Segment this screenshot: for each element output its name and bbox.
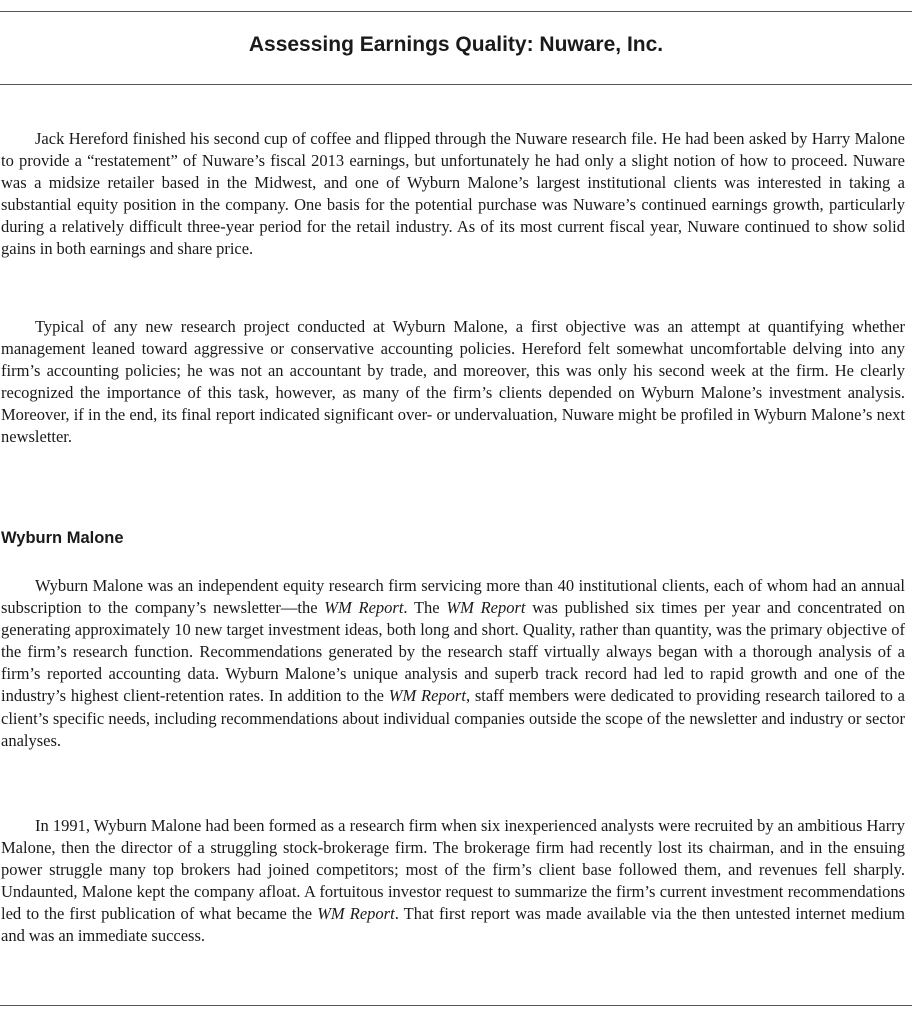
paragraph-firm-history	[1, 815, 905, 948]
report-title: WM Report	[324, 598, 404, 618]
report-title: WM Report	[317, 904, 395, 924]
section-heading: Wyburn Malone	[1, 529, 124, 547]
text-run: , staff members were dedicated to providing research tailored to a client’s specific needs, including recommendations about individual companies outside the scope of the newsletter and industry or sector analyses.	[1, 686, 906, 750]
top-rule	[0, 11, 912, 12]
paragraph-objective: Typical of any new research project conducted at Wyburn Malone, a first objective was an attempt at quantifying whether management leaned toward aggressive or conservative accounting policies. Hereford felt somewhat uncomfortable delving into any firm’s accounting policies; he was not an accountant by trade, and moreover, this was only his second week at the firm. He clearly recognized the importance of this task, however, as many of the firm’s clients depended on Wyburn Malone’s investment analysis. Moreover, if in the end, its final report indicated significant over- or undervaluation, Nuware might be profiled in Wyburn Malone’s next newsletter.	[1, 317, 905, 447]
page-title: Assessing Earnings Quality: Nuware, Inc.	[248, 33, 664, 56]
title-rule	[0, 84, 912, 85]
report-title: WM Report	[446, 598, 526, 618]
paragraph-firm-overview	[1, 575, 905, 752]
text-run: Wyburn Malone was an independent equity research firm servicing more than 40 institutional clients, each of whom had an annual subscription to the company’s newsletter—the	[1, 576, 905, 618]
text-run: . That first report was made available via the then untested internet medium and was an immediate success.	[1, 904, 905, 946]
text-run: was published six times per year and concentrated on generating approximately 10 new target investment ideas, both long and short. Quality, rather than quantity, was the primary objective of the firm’s research function. Recommendations generated by the research staff virtually always began with a thorough analysis of a firm’s reported accounting data. Wyburn Malone’s unique analysis and superb track record had led to rapid growth and one of the industry’s highest client-retention rates. In addition to the	[1, 598, 906, 706]
report-title: WM Report	[388, 686, 466, 706]
text-run: . The	[403, 598, 447, 618]
paragraph-intro: Jack Hereford finished his second cup of coffee and flipped through the Nuware research file. He had been asked by Harry Malone to provide a “restatement” of Nuware’s fiscal 2013 earnings, but unfortunately he had only a slight notion of how to proceed. Nuware was a midsize retailer based in the Midwest, and one of Wyburn Malone’s largest institutional clients was interested in taking a substantial equity position in the company. One basis for the potential purchase was Nuware’s continued earnings growth, particularly during a relatively difficult three-year period for the retail industry. As of its most current fiscal year, Nuware continued to show solid gains in both earnings and share price.	[1, 129, 905, 259]
bottom-rule	[0, 1005, 912, 1006]
text-run: In 1991, Wyburn Malone had been formed as a research firm when six inexperienced analysts were recruited by an ambitious Harry Malone, then the director of a struggling stock-brokerage firm. The brokerage firm had recently lost its chairman, and in the ensuing power struggle many top brokers had joined competitors; most of the firm’s client base followed them, and revenues fell sharply. Undaunted, Malone kept the company afloat. A fortuitous investor request to summarize the firm’s current investment recommendations led to the first publication of what became the	[1, 816, 905, 924]
